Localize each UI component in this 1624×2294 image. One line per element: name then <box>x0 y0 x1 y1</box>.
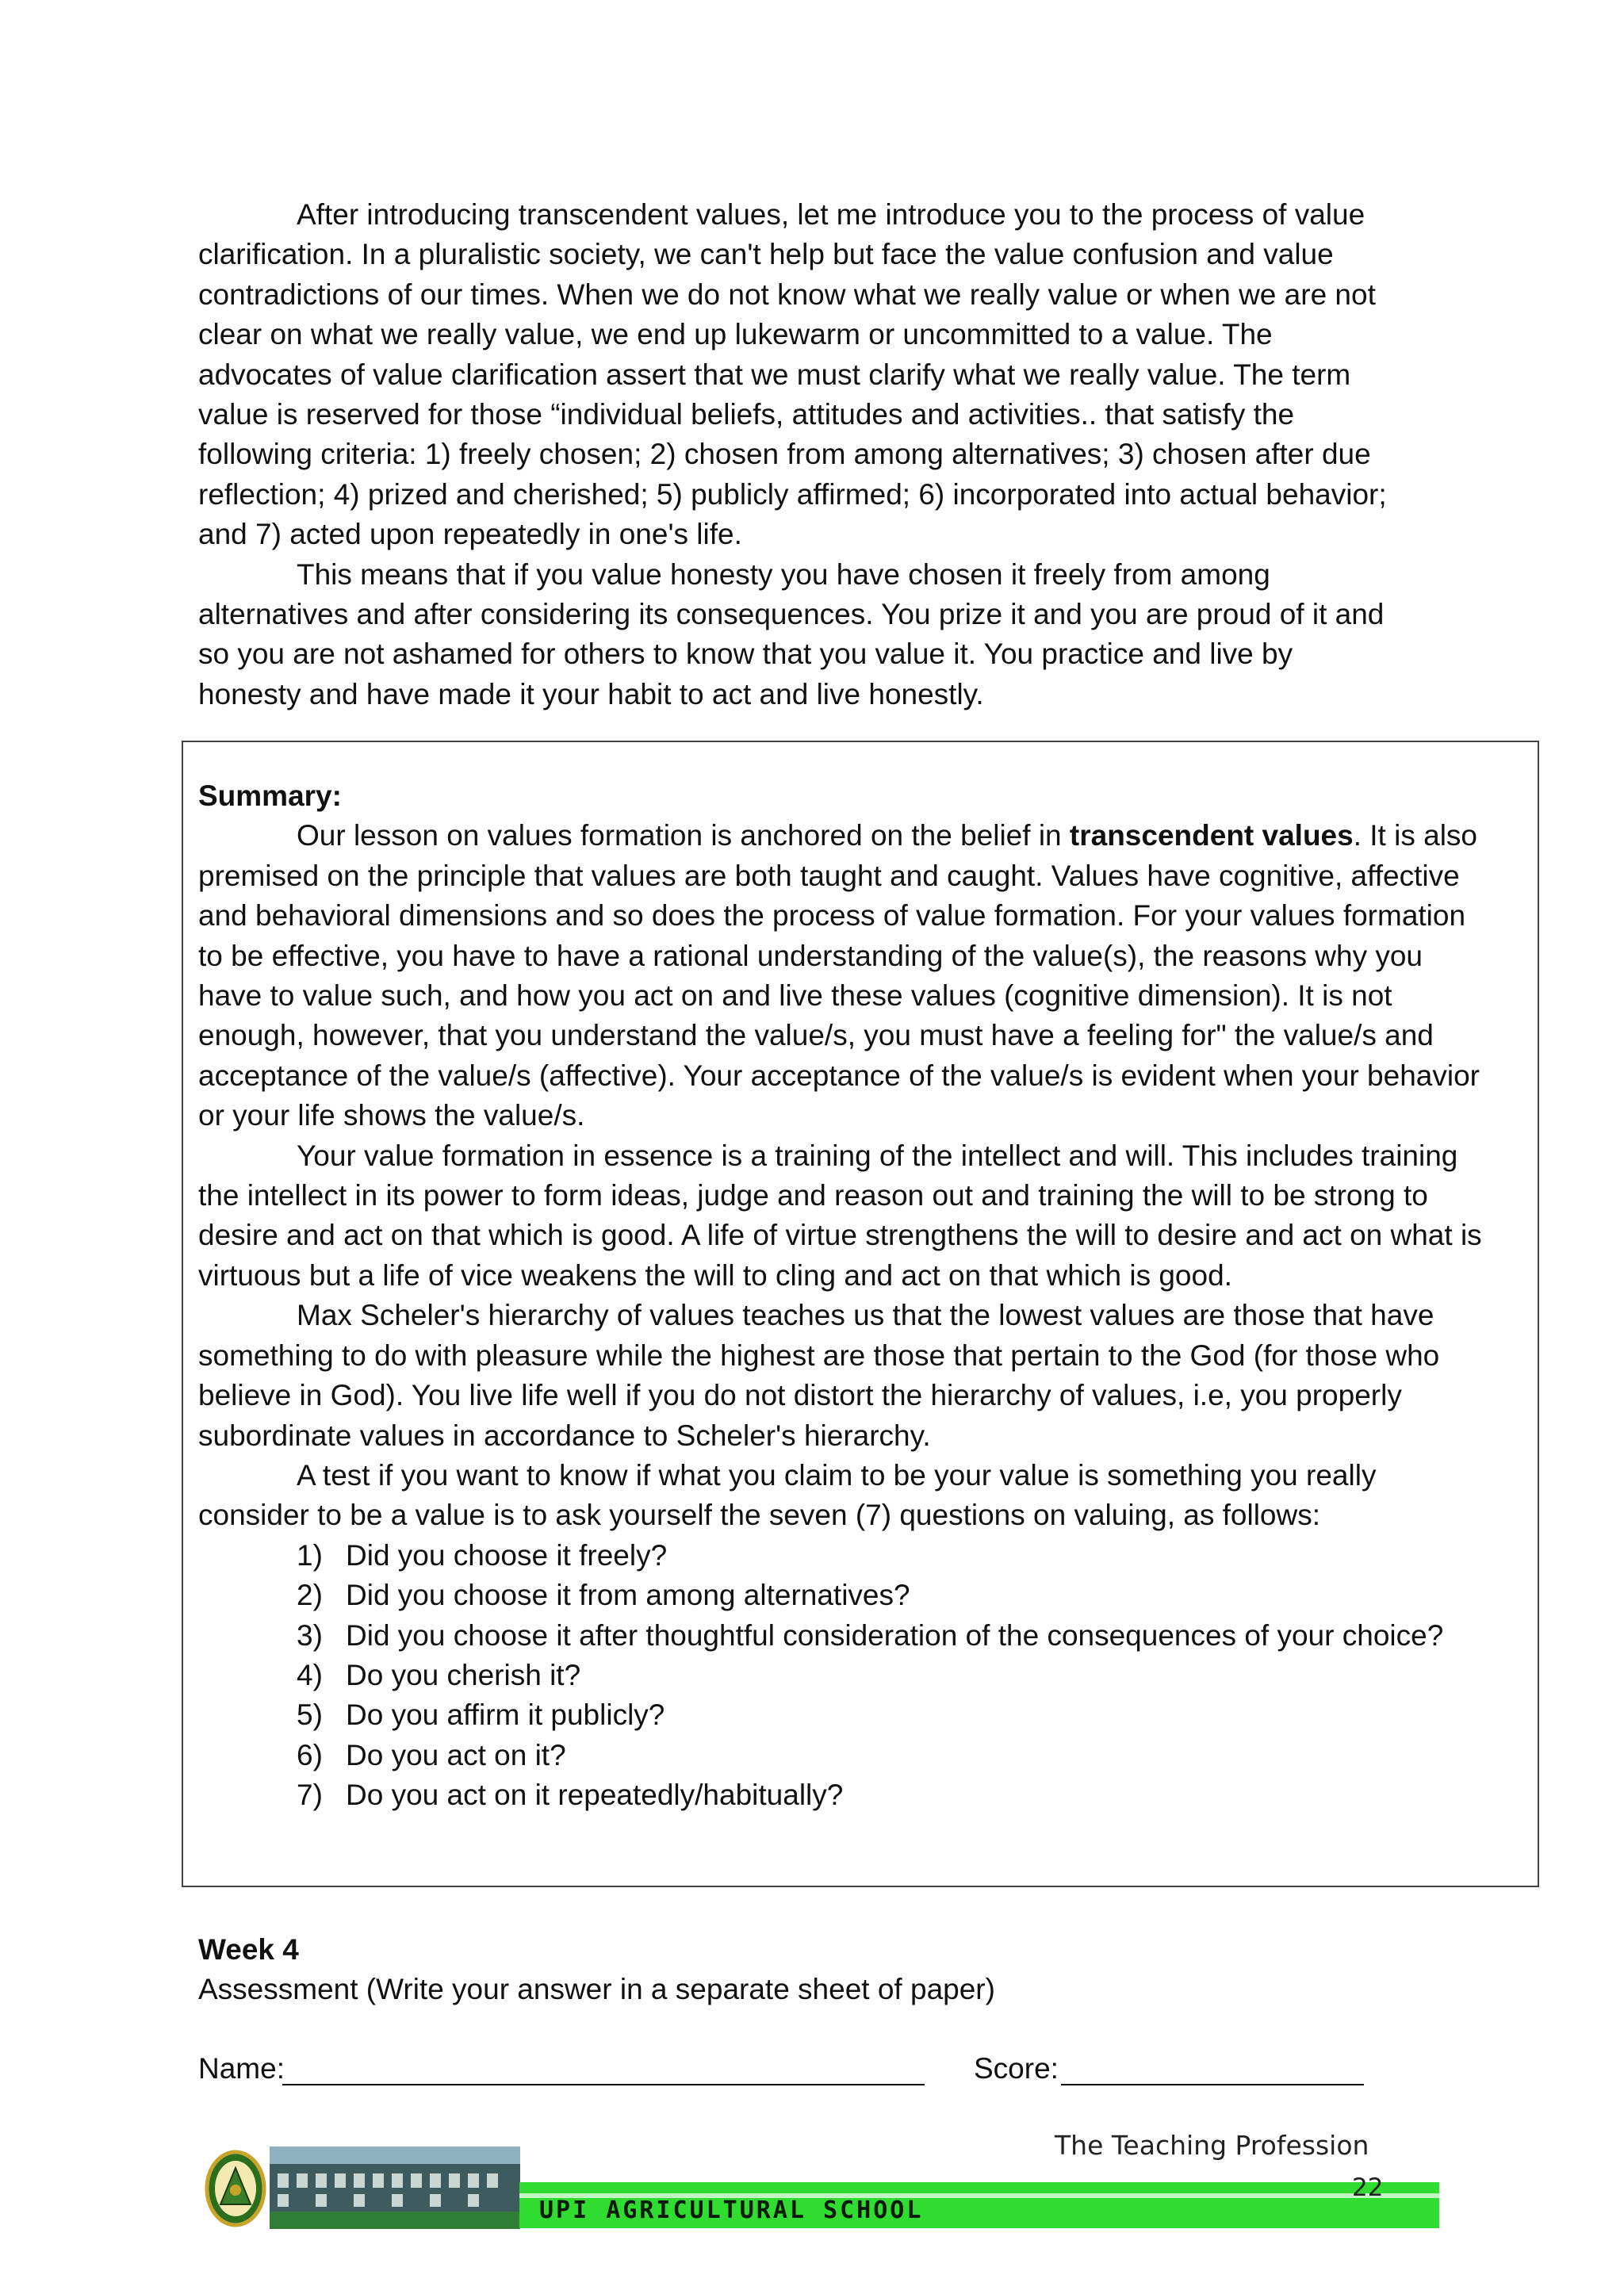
school-building-photo <box>270 2147 520 2229</box>
summary-heading: Summary: <box>198 779 342 812</box>
page-number: 22 <box>1352 2173 1384 2202</box>
summary-line: desire and act on that which is good. A life of virtue strengthens the will to desire and act on what is <box>198 1219 1482 1252</box>
intro-line: and 7) acted upon repeatedly in one's life. <box>198 518 742 551</box>
intro-section <box>198 195 1546 714</box>
name-label: Name: <box>198 2052 285 2085</box>
summary-line: virtuous but a life of vice weakens the will to cling and act on that which is good. <box>198 1258 1232 1292</box>
list-item-number: 4) <box>297 1658 323 1691</box>
intro-line: following criteria: 1) freely chosen; 2) chosen from among alternatives; 3) chosen after due <box>198 438 1371 471</box>
intro-line: clarification. In a pluralistic society, we can't help but face the value confusion and value <box>198 238 1334 271</box>
summary-line: Your value formation in essence is a training of the intellect and will. This includes training <box>297 1139 1458 1172</box>
list-item-text: Did you choose it freely? <box>346 1538 668 1572</box>
summary-line: acceptance of the value/s (affective). Your acceptance of the value/s is evident when your behavior <box>198 1059 1480 1092</box>
list-item-number: 7) <box>297 1779 323 1812</box>
score-label: Score: <box>974 2052 1059 2085</box>
summary-line: A test if you want to know if what you claim to be your value is something you really <box>297 1458 1377 1492</box>
list-item <box>297 1536 1546 1576</box>
summary-text: . It is also <box>1353 819 1477 852</box>
list-item <box>297 1576 1546 1615</box>
summary-line: enough, however, that you understand the value/s, you must have a feeling for" the value/s and <box>198 1019 1434 1052</box>
list-item-text: Do you act on it? <box>346 1738 566 1771</box>
summary-line: or your life shows the value/s. <box>198 1099 585 1132</box>
list-item <box>297 1736 1546 1775</box>
intro-line: After introducing transcendent values, let me introduce you to the process of value <box>297 198 1365 231</box>
intro-line: alternatives and after considering its consequences. You prize it and you are proud of it and <box>198 598 1385 631</box>
list-item <box>297 1775 1546 1815</box>
course-title: The Teaching Profession <box>1055 2130 1369 2161</box>
list-item-number: 2) <box>297 1579 323 1612</box>
intro-line: value is reserved for those “individual beliefs, attitudes and activities.. that satisfy the <box>198 398 1295 431</box>
list-item-number: 6) <box>297 1738 323 1771</box>
intro-line: reflection; 4) prized and cherished; 5) publicly affirmed; 6) incorporated into actual behavior; <box>198 477 1387 511</box>
summary-line: have to value such, and how you act on and live these values (cognitive dimension). It is not <box>198 979 1392 1013</box>
summary-line: premised on the principle that values are both taught and caught. Values have cognitive, affective <box>198 859 1460 892</box>
summary-line: and behavioral dimensions and so does the process of value formation. For your values formation <box>198 899 1466 933</box>
list-item-number: 5) <box>297 1698 323 1732</box>
summary-line: Max Scheler's hierarchy of values teaches us that the lowest values are those that have <box>297 1299 1434 1332</box>
intro-line: clear on what we really value, we end up lukewarm or uncommitted to a value. The <box>198 318 1273 351</box>
transcendent-values-term: transcendent values <box>1069 819 1354 852</box>
summary-text: Our lesson on values formation is anchored on the belief in <box>297 819 1070 852</box>
list-item-text: Did you choose it from among alternatives? <box>346 1579 910 1612</box>
valuing-questions-list <box>198 1536 1546 1816</box>
intro-line: honesty and have made it your habit to act and live honestly. <box>198 677 984 710</box>
list-item <box>297 1695 1546 1735</box>
summary-line: something to do with pleasure while the highest are those that pertain to the God (for those who <box>198 1338 1440 1372</box>
score-field[interactable] <box>1061 2084 1364 2085</box>
list-item <box>297 1656 1546 1695</box>
list-item-text: Did you choose it after thoughtful consideration of the consequences of your choice? <box>346 1618 1444 1652</box>
list-item-text: Do you cherish it? <box>346 1658 581 1691</box>
list-item-number: 1) <box>297 1538 323 1572</box>
summary-line: subordinate values in accordance to Scheler's hierarchy. <box>198 1419 931 1452</box>
week-heading: Week 4 <box>198 1933 299 1966</box>
list-item <box>297 1616 1546 1656</box>
summary-section <box>198 776 1546 1816</box>
list-item-text: Do you affirm it publicly? <box>346 1698 665 1732</box>
name-field[interactable] <box>282 2084 925 2085</box>
intro-line: contradictions of our times. When we do not know what we really value or when we are not <box>198 278 1376 311</box>
summary-line: to be effective, you have to have a rational understanding of the value(s), the reasons why you <box>198 939 1423 972</box>
summary-line <box>198 816 1546 856</box>
summary-line: believe in God). You live life well if you do not distort the hierarchy of values, i.e, you properly <box>198 1379 1402 1412</box>
summary-line: the intellect in its power to form ideas, judge and reason out and training the will to be strong to <box>198 1179 1428 1212</box>
school-name: UPI AGRICULTURAL SCHOOL <box>539 2196 924 2224</box>
list-item-text: Do you act on it repeatedly/habitually? <box>346 1779 844 1812</box>
intro-line: advocates of value clarification assert that we must clarify what we really value. The term <box>198 358 1351 391</box>
assessment-instruction: Assessment (Write your answer in a separate sheet of paper) <box>198 1973 995 2005</box>
school-seal-icon <box>205 2149 266 2228</box>
list-item-number: 3) <box>297 1618 323 1652</box>
summary-line: consider to be a value is to ask yourself the seven (7) questions on valuing, as follows: <box>198 1499 1320 1532</box>
intro-line: so you are not ashamed for others to know that you value it. You practice and live by <box>198 638 1293 671</box>
intro-line: This means that if you value honesty you have chosen it freely from among <box>297 557 1270 591</box>
